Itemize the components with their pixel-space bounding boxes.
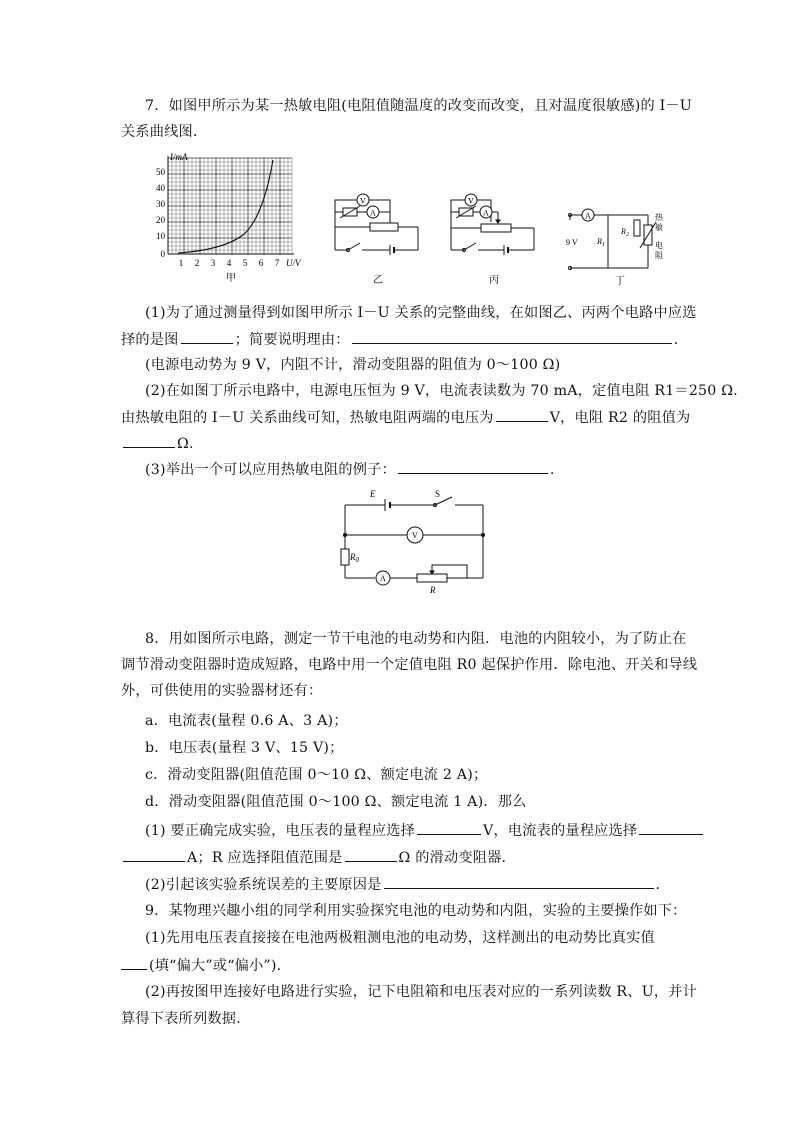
answer-blank[interactable] [496, 407, 548, 422]
q9-p2b: 算得下表所列数据. [121, 1011, 241, 1027]
y-axis-label: I/mA [170, 152, 188, 162]
thermistor-label [655, 212, 663, 260]
answer-blank[interactable] [123, 847, 185, 862]
answer-blank[interactable] [639, 820, 703, 835]
q8-p1b: A；R 应选择阻值范围是 Ω 的滑动变阻器． [121, 847, 516, 868]
graph-grid [168, 158, 292, 254]
figure-caption-bing: 丙 [489, 275, 499, 286]
q7-line1: 7．如图甲所示为某一热敏电阻(电阻值随温度的改变而改变，且对温度很敏感)的 I－U [145, 98, 692, 114]
y-tick: 20 [156, 215, 165, 225]
x-tick-labels [179, 258, 280, 268]
source-label: 9 V [566, 238, 578, 247]
x-tick: 1 [178, 258, 184, 268]
x-tick: 5 [242, 258, 248, 268]
y-tick: 0 [160, 249, 165, 259]
answer-blank[interactable] [417, 820, 481, 835]
svg-text:阻: 阻 [655, 251, 663, 260]
x-tick: 7 [274, 258, 280, 268]
svg-text:电: 电 [655, 241, 663, 250]
svg-text:敏: 敏 [655, 223, 663, 232]
q7-p2c: Ω. [121, 433, 194, 454]
answer-blank[interactable] [398, 459, 548, 474]
q8-option-d: d．滑动变阻器(阻值范围 0～100 Ω、额定电流 1 A)．那么 [145, 794, 527, 810]
label-e: E [370, 489, 376, 499]
q8-option-c: c．滑动变阻器(阻值范围 0～10 Ω、额定电流 2 A)； [145, 767, 488, 783]
q9-line1: 9．某物理兴趣小组的同学利用实验探究电池的电动势和内阻，实验的主要操作如下： [145, 903, 687, 919]
q7-p1b: 择的是图 ；简要说明理由： . [121, 329, 678, 350]
answer-blank[interactable] [352, 329, 672, 344]
ammeter-label: A [370, 208, 376, 218]
q9-p2a: (2)再按图甲连接好电路进行实验，记下电阻箱和电压表对应的一系列读数 R、U，并计 [145, 984, 698, 1000]
q9-p1b: (填“偏大”或“偏小”)． [121, 955, 291, 976]
q8-line2: 调节滑动变阻器时造成短路，电路中用一个定值电阻 R0 起保护作用．除电池、开关和导线 [121, 657, 698, 673]
label-s: S [435, 489, 441, 499]
q8-line3: 外，可供使用的实验器材还有： [121, 683, 323, 699]
ammeter-label: A [585, 211, 591, 221]
iu-curve-graph [148, 150, 318, 285]
y-tick: 30 [156, 199, 165, 209]
answer-blank[interactable] [123, 433, 175, 448]
q8-p2: (2)引起该实验系统误差的主要原因是 ． [145, 874, 670, 895]
q8-option-b: b．电压表(量程 3 V、15 V)； [145, 740, 344, 756]
q7-p1a: (1)为了通过测量得到如图甲所示 I－U 关系的完整曲线，在如图乙、丙两个电路中应选 [145, 305, 697, 321]
voltmeter-label: V [360, 196, 366, 206]
r1-label: $R_1$ [597, 237, 605, 248]
answer-blank[interactable] [121, 955, 147, 970]
circuit-bing [446, 185, 541, 290]
q7-p3: (3)举出一个可以应用热敏电阻的例子： . [145, 459, 555, 480]
ammeter-label: A [380, 574, 386, 583]
q8-p1a: (1) 要正确完成实验，电压表的量程应选择 V，电流表的量程应选择 [145, 820, 705, 841]
q8-line1: 8．用如图所示电路，测定一节干电池的电动势和内阻．电池的内阻较小，为了防止在 [145, 631, 687, 647]
label-r: R [430, 585, 436, 595]
r2-label: $R_2$ [621, 227, 629, 238]
y-tick: 50 [156, 167, 165, 177]
x-tick: 4 [226, 258, 232, 268]
x-tick: 3 [210, 258, 216, 268]
svg-text:热: 热 [655, 213, 663, 222]
q7-p2a: (2)在如图丁所示电路中，电源电压恒为 9 V，电流表读数为 70 mA，定值电阻 R1＝250 Ω. [145, 383, 738, 399]
circuit-ding [563, 200, 663, 290]
voltmeter-label: V [412, 531, 418, 540]
q7-p2b: 由热敏电阻的 I－U 关系曲线可知，热敏电阻两端的电压为 V，电阻 R2 的阻值为 [121, 407, 690, 428]
answer-blank[interactable] [345, 847, 397, 862]
q7-p1c: (电源电动势为 9 V，内阻不计，滑动变阻器的阻值为 0～100 Ω) [145, 357, 561, 373]
q9-p1a: (1)先用电压表直接接在电池两极粗测电池的电动势，这样测出的电动势比真实值 [145, 930, 655, 946]
q8-circuit [335, 485, 490, 600]
ammeter-label: A [483, 208, 489, 218]
label-r0: $R_0$ [350, 552, 359, 564]
circuit-yi [330, 185, 425, 290]
x-axis-label: U/V [286, 258, 301, 268]
y-tick: 10 [156, 231, 165, 241]
voltmeter-label: V [468, 196, 474, 206]
figure-caption-ding: 丁 [615, 276, 625, 287]
q8-option-a: a．电流表(量程 0.6 A、3 A)； [145, 713, 348, 729]
answer-blank[interactable] [181, 329, 233, 344]
q7-line2: 关系曲线图． [121, 124, 208, 140]
figure-caption-yi: 乙 [373, 275, 383, 286]
answer-blank[interactable] [384, 874, 654, 889]
y-tick: 40 [156, 183, 165, 193]
x-tick: 6 [258, 258, 264, 268]
figure-caption-jia: 甲 [226, 273, 236, 284]
y-tick-labels [156, 167, 166, 259]
x-tick: 2 [194, 258, 200, 268]
